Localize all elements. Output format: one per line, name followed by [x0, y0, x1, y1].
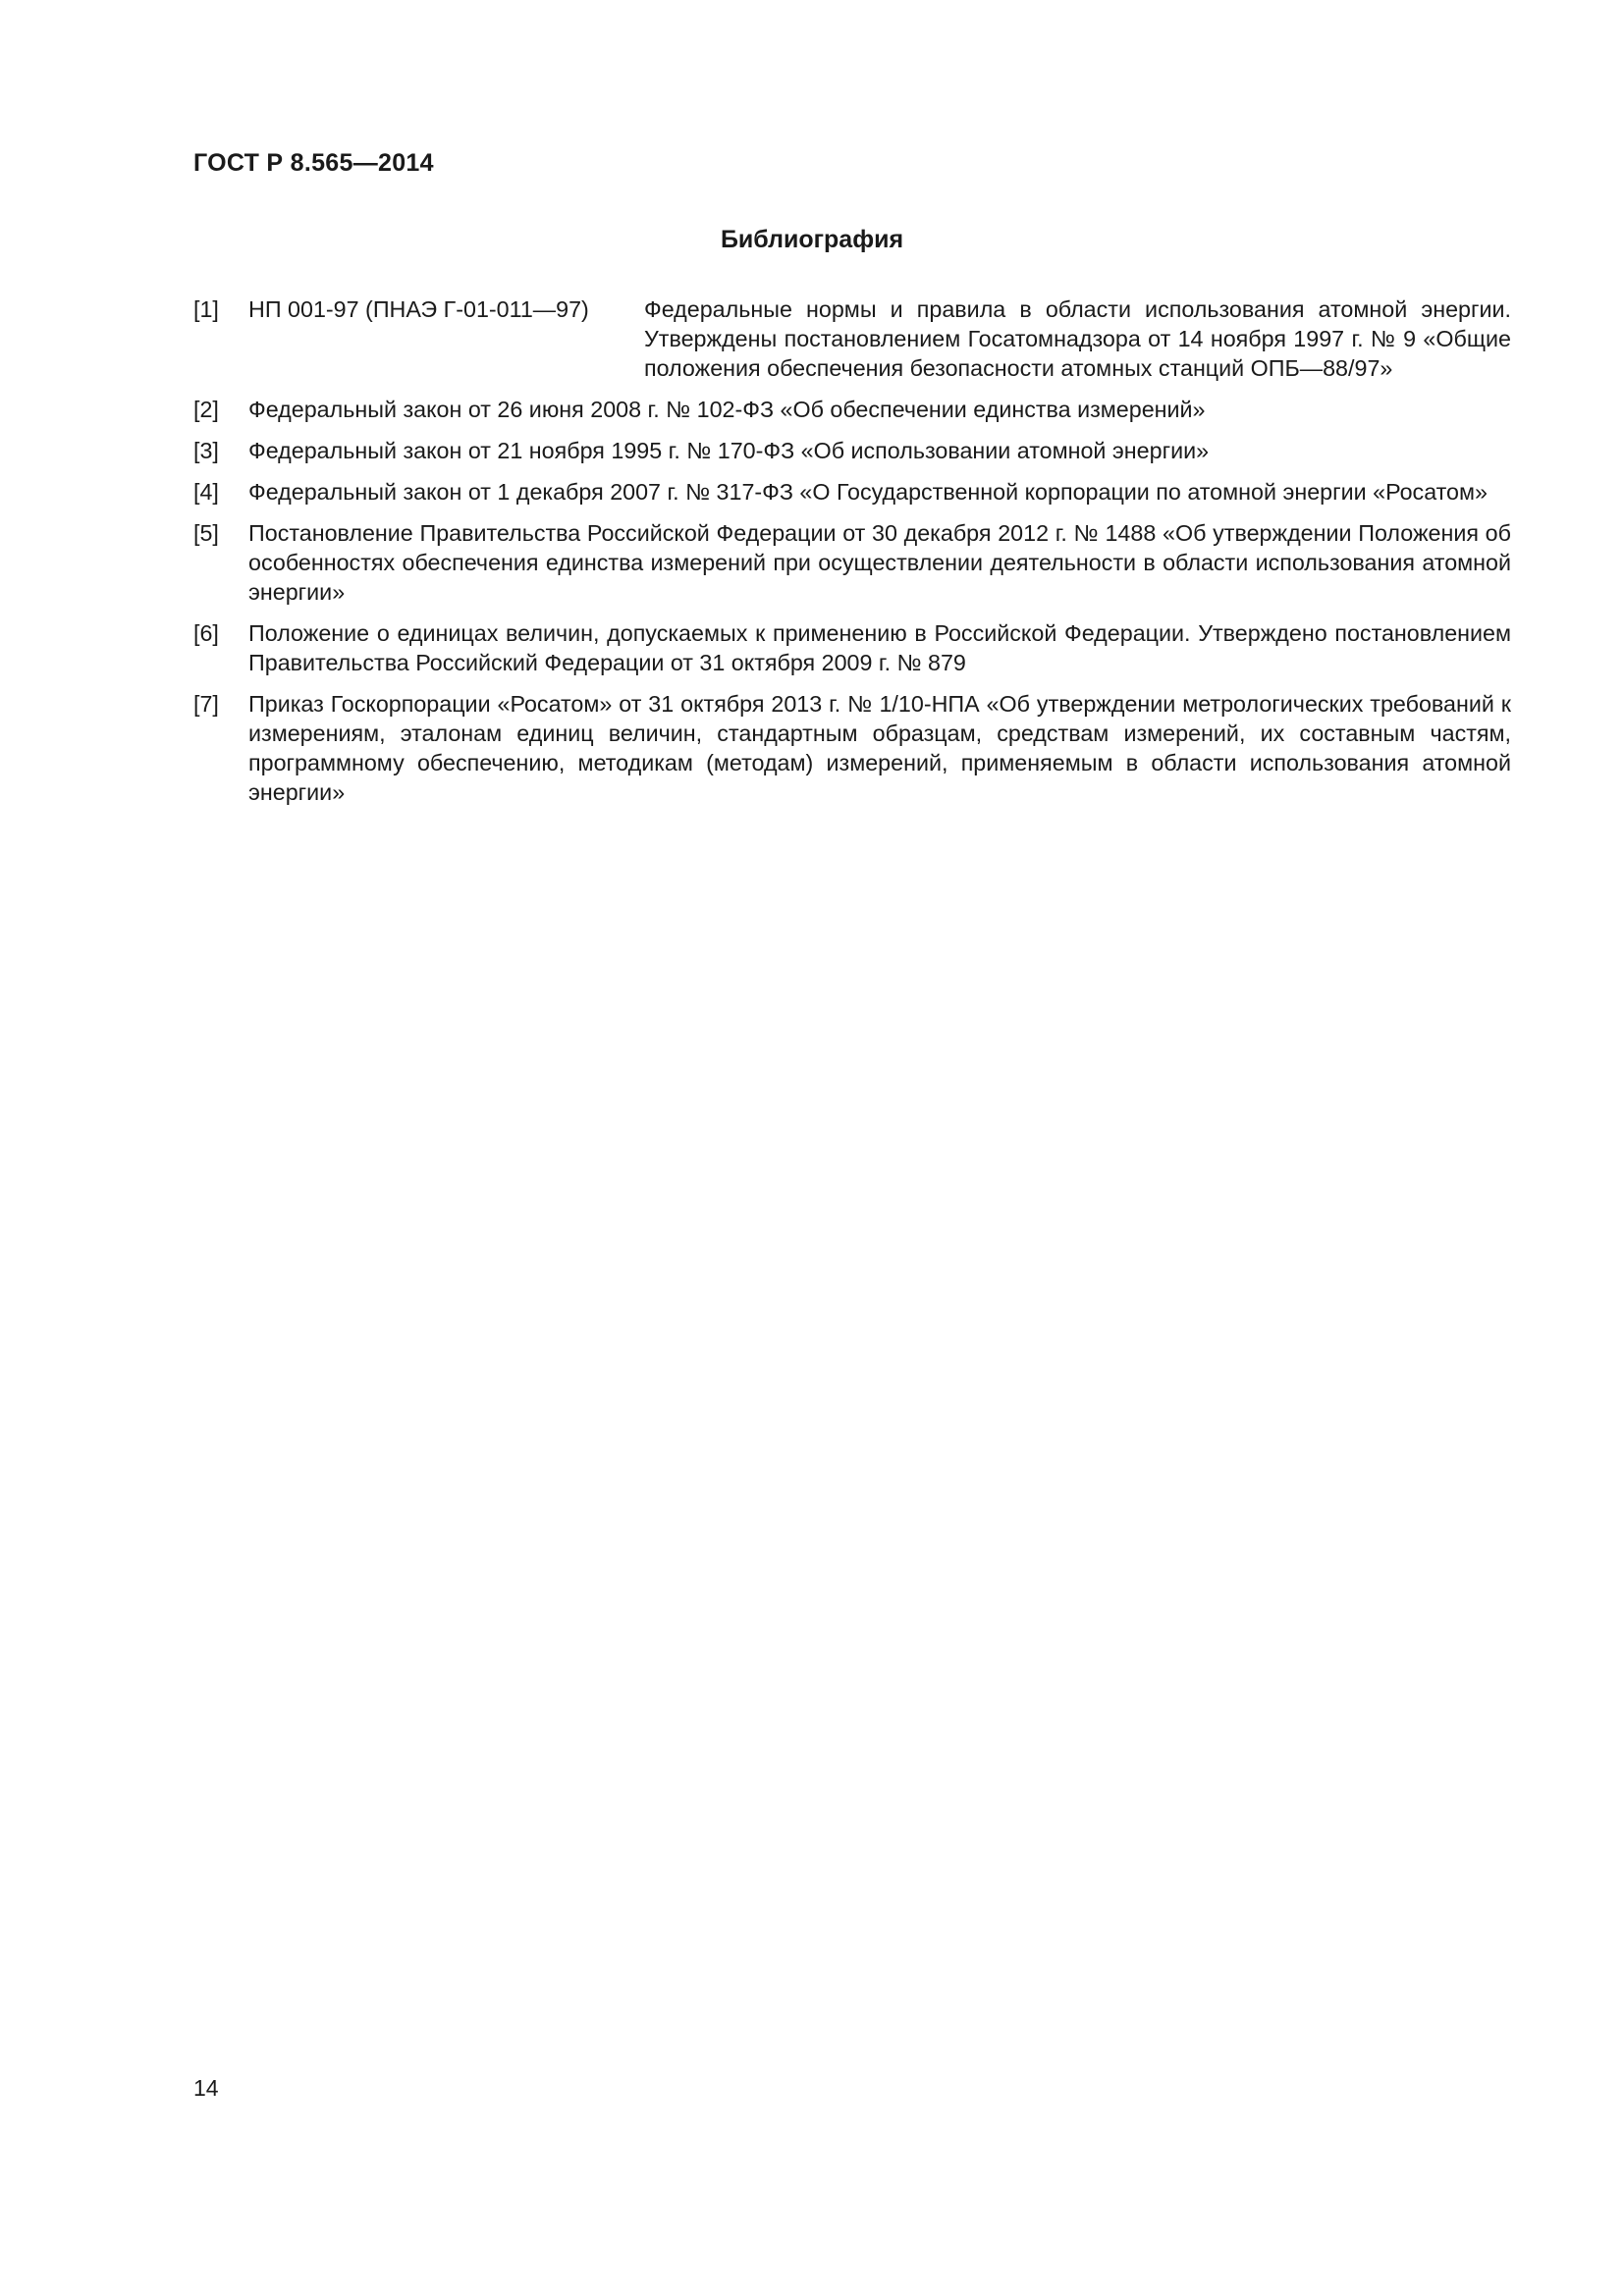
reference-label: НП 001-97 (ПНАЭ Г-01-011—97) [248, 296, 589, 322]
reference-item-3 [193, 436, 1511, 465]
reference-item-6 [193, 618, 1511, 677]
reference-number: [4] [193, 479, 219, 505]
reference-text: Федеральный закон от 1 декабря 2007 г. № 317-ФЗ «О Государственной корпорации по атомной энергии «Росатом» [248, 479, 1488, 505]
bibliography-list [193, 294, 1511, 819]
reference-number: [3] [193, 438, 219, 463]
reference-item-1 [193, 294, 1511, 383]
document-code-header: ГОСТ Р 8.565—2014 [193, 149, 434, 177]
reference-item-7 [193, 689, 1511, 807]
reference-item-4 [193, 477, 1511, 507]
reference-text: Приказ Госкорпорации «Росатом» от 31 октября 2013 г. № 1/10-НПА «Об утверждении метрологических требований к измерениям, эталонам единиц величин, стандартным образцам, средствам измерений, их составным частям, программному обеспечению, методикам (методам) измерений, применяемым в области использования атомной энергии» [248, 691, 1511, 805]
reference-item-5 [193, 518, 1511, 607]
reference-number: [6] [193, 620, 219, 646]
page-number: 14 [193, 2075, 219, 2101]
reference-number: [5] [193, 520, 219, 546]
bibliography-title: Библиография [720, 226, 904, 253]
reference-text: Постановление Правительства Российской Федерации от 30 декабря 2012 г. № 1488 «Об утверждении Положения об особенностях обеспечения единства измерений при осуществлении деятельности в области использования атомной энергии» [248, 520, 1511, 605]
reference-text: Федеральные нормы и правила в области использования атомной энергии. Утверждены постановлением Госатомнадзора от 14 ноября 1997 г. № 9 «Общие положения обеспечения безопасности атомных станций ОПБ—88/97» [644, 296, 1511, 381]
reference-text: Положение о единицах величин, допускаемых к применению в Российской Федерации. Утверждено постановлением Правительства Российский Федерации от 31 октября 2009 г. № 879 [248, 620, 1511, 675]
reference-text: Федеральный закон от 21 ноября 1995 г. № 170-ФЗ «Об использовании атомной энергии» [248, 438, 1210, 463]
reference-text: Федеральный закон от 26 июня 2008 г. № 102-ФЗ «Об обеспечении единства измерений» [248, 397, 1206, 422]
reference-number: [1] [193, 296, 219, 322]
reference-number: [7] [193, 691, 219, 717]
reference-item-2 [193, 395, 1511, 424]
reference-number: [2] [193, 397, 219, 422]
